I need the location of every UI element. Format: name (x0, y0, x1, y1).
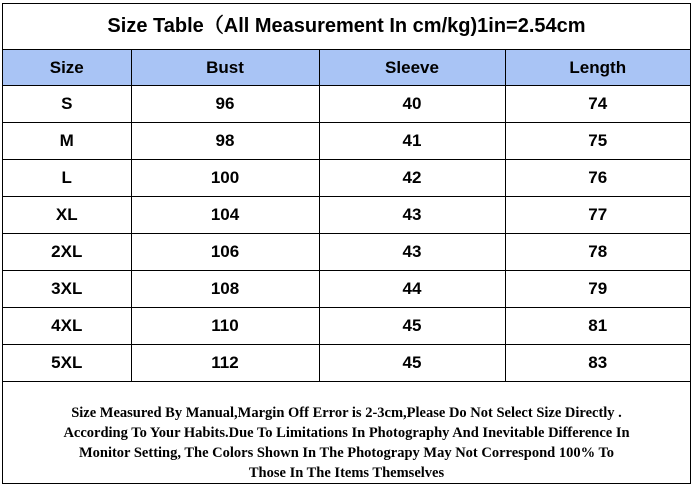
disclaimer-line: Monitor Setting, The Colors Shown In The Photograpy May Not Correspond 100% To (78, 445, 615, 461)
disclaimer-line: Those In The Items Themselves (248, 465, 445, 481)
cell-size: L (3, 160, 131, 197)
cell-bust: 106 (131, 234, 319, 271)
column-header-sleeve: Sleeve (319, 50, 505, 86)
measurement-disclaimer (3, 403, 690, 483)
size-chart (2, 3, 691, 484)
table-header-row (3, 50, 690, 86)
cell-bust: 110 (131, 308, 319, 345)
cell-bust: 96 (131, 86, 319, 123)
cell-sleeve: 43 (319, 234, 505, 271)
cell-bust: 100 (131, 160, 319, 197)
cell-size: S (3, 86, 131, 123)
column-header-size: Size (3, 50, 131, 86)
cell-bust: 98 (131, 123, 319, 160)
cell-sleeve: 44 (319, 271, 505, 308)
cell-sleeve: 45 (319, 308, 505, 345)
disclaimer-line: According To Your Habits.Due To Limitations In Photography And Inevitable Difference In (63, 425, 630, 441)
table-row (3, 123, 690, 160)
cell-bust: 104 (131, 197, 319, 234)
table-row (3, 345, 690, 382)
cell-length: 79 (505, 271, 690, 308)
column-header-length: Length (505, 50, 690, 86)
cell-length: 76 (505, 160, 690, 197)
table-row (3, 197, 690, 234)
cell-length: 74 (505, 86, 690, 123)
cell-length: 75 (505, 123, 690, 160)
cell-sleeve: 43 (319, 197, 505, 234)
cell-size: M (3, 123, 131, 160)
cell-bust: 108 (131, 271, 319, 308)
table-row (3, 308, 690, 345)
cell-size: 4XL (3, 308, 131, 345)
page-title: Size Table（All Measurement In cm/kg)1in=2.54cm (107, 15, 586, 37)
cell-length: 83 (505, 345, 690, 382)
column-header-bust: Bust (131, 50, 319, 86)
size-table (3, 49, 690, 382)
cell-sleeve: 41 (319, 123, 505, 160)
cell-size: 2XL (3, 234, 131, 271)
table-row (3, 234, 690, 271)
cell-sleeve: 42 (319, 160, 505, 197)
table-row (3, 160, 690, 197)
cell-sleeve: 45 (319, 345, 505, 382)
table-row (3, 271, 690, 308)
disclaimer-line: Size Measured By Manual,Margin Off Error is 2-3cm,Please Do Not Select Size Directly . (71, 405, 622, 421)
cell-size: 5XL (3, 345, 131, 382)
cell-bust: 112 (131, 345, 319, 382)
cell-length: 77 (505, 197, 690, 234)
cell-length: 78 (505, 234, 690, 271)
table-row (3, 86, 690, 123)
cell-size: 3XL (3, 271, 131, 308)
cell-length: 81 (505, 308, 690, 345)
cell-sleeve: 40 (319, 86, 505, 123)
cell-size: XL (3, 197, 131, 234)
